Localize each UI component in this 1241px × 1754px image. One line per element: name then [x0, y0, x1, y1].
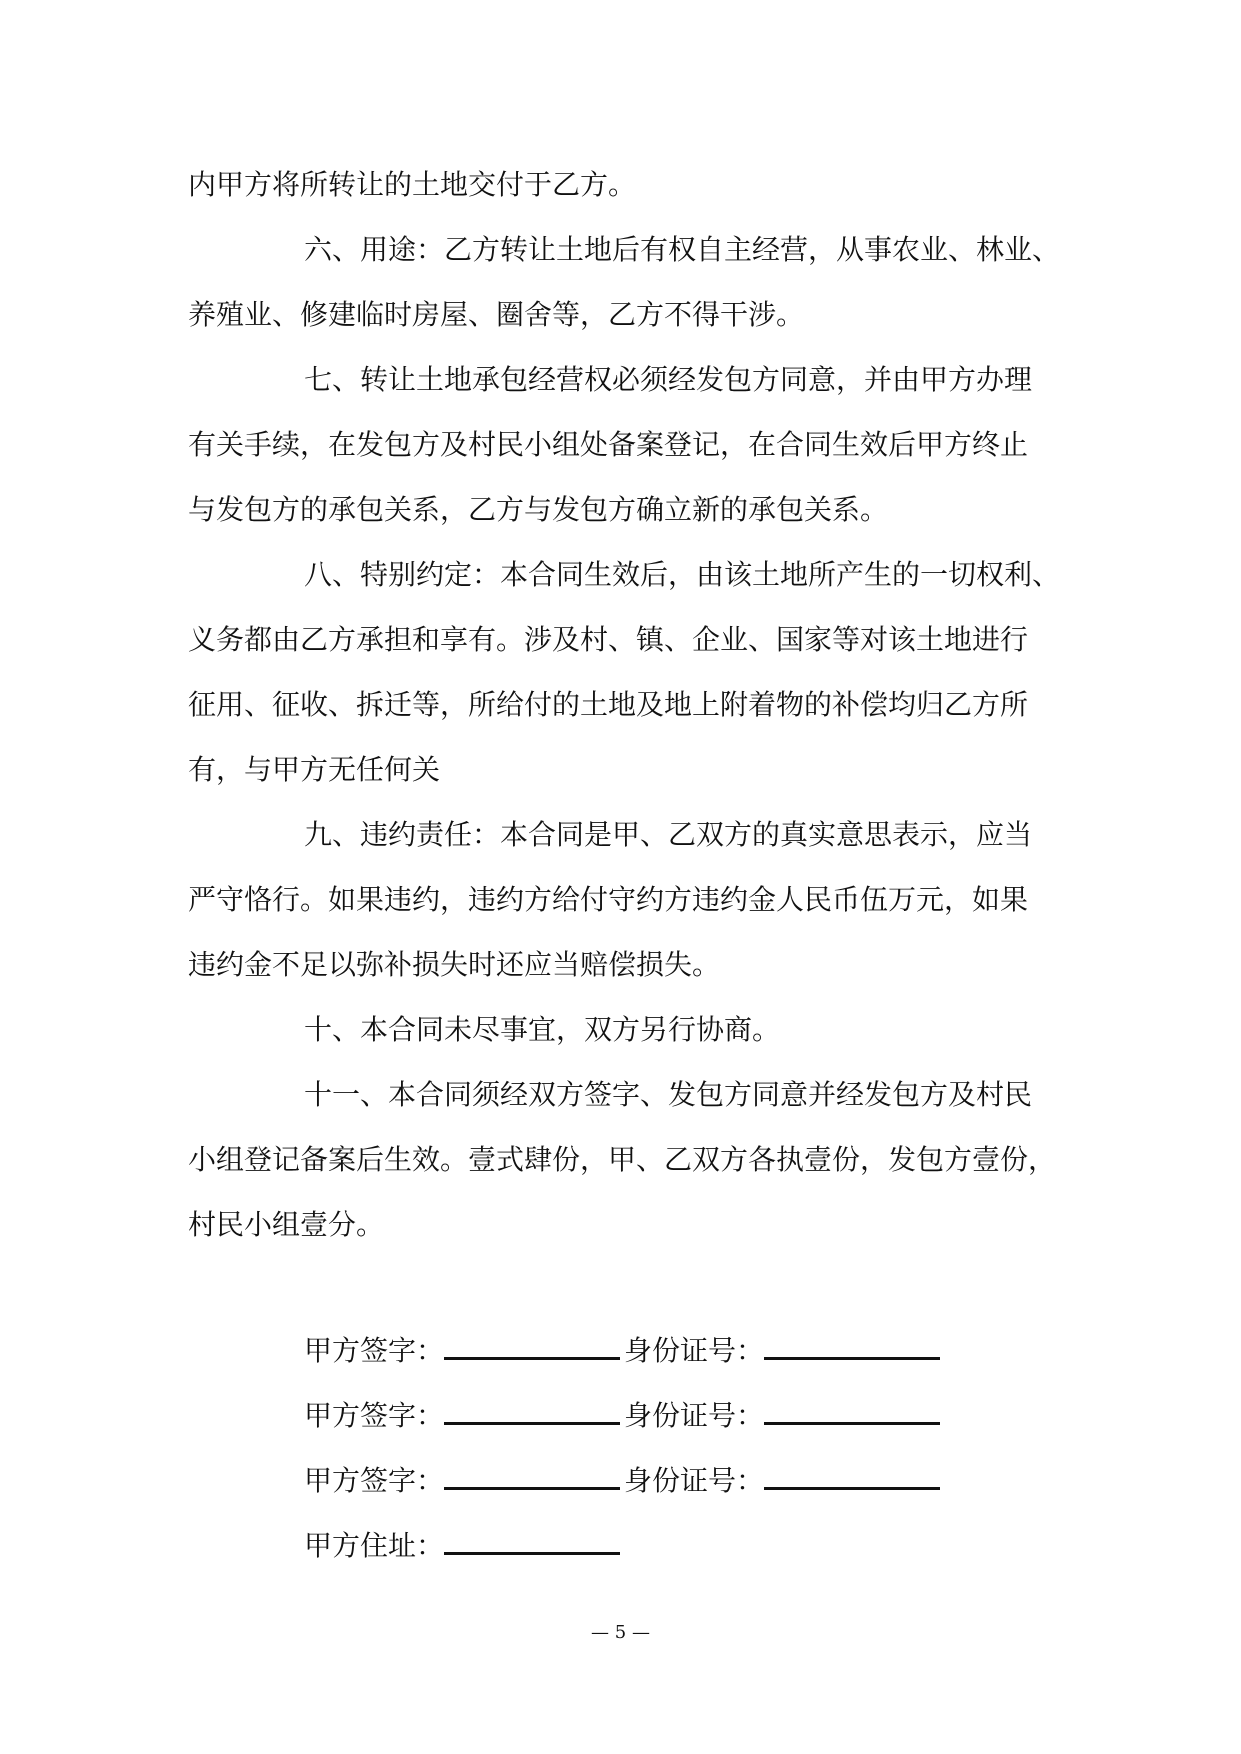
body-line: 征用、征收、拆迁等，所给付的土地及地上附着物的补偿均归乙方所 — [188, 688, 1029, 721]
body-line: 有，与甲方无任何关 — [188, 753, 441, 786]
signature-blank[interactable] — [444, 1327, 620, 1360]
signature-row — [304, 1318, 944, 1383]
body-line: 九、违约责任：本合同是甲、乙双方的真实意思表示，应当 — [304, 818, 1033, 851]
body-line: 村民小组壹分。 — [188, 1208, 385, 1241]
id-number-blank[interactable] — [764, 1327, 940, 1360]
party-a-signature-label: 甲方签字： — [304, 1334, 445, 1367]
signature-blank[interactable] — [444, 1392, 620, 1425]
body-line: 有关手续，在发包方及村民小组处备案登记，在合同生效后甲方终止 — [188, 428, 1029, 461]
signature-row — [304, 1448, 944, 1513]
body-line: 小组登记备案后生效。壹式肆份，甲、乙双方各执壹份，发包方壹份， — [188, 1143, 1057, 1176]
signature-row — [304, 1383, 944, 1448]
party-a-signature-label: 甲方签字： — [304, 1464, 445, 1497]
id-number-label: 身份证号： — [624, 1334, 765, 1367]
contract-body — [188, 152, 1068, 1257]
page-number: — 5 — — [591, 1622, 650, 1643]
body-line: 七、转让土地承包经营权必须经发包方同意，并由甲方办理 — [304, 363, 1033, 396]
id-number-label: 身份证号： — [624, 1464, 765, 1497]
body-line: 违约金不足以弥补损失时还应当赔偿损失。 — [188, 948, 721, 981]
body-line: 养殖业、修建临时房屋、圈舍等，乙方不得干涉。 — [188, 298, 805, 331]
body-line: 与发包方的承包关系，乙方与发包方确立新的承包关系。 — [188, 493, 889, 526]
body-line: 十一、本合同须经双方签字、发包方同意并经发包方及村民 — [304, 1078, 1033, 1111]
body-line: 八、特别约定：本合同生效后，由该土地所产生的一切权利、 — [304, 558, 1061, 591]
signature-blank[interactable] — [444, 1457, 620, 1490]
party-a-address-label: 甲方住址： — [304, 1529, 445, 1562]
body-line: 内甲方将所转让的土地交付于乙方。 — [188, 168, 637, 201]
body-line: 十、本合同未尽事宜，双方另行协商。 — [304, 1013, 781, 1046]
id-number-blank[interactable] — [764, 1457, 940, 1490]
body-line: 严守恪行。如果违约，违约方给付守约方违约金人民币伍万元，如果 — [188, 883, 1029, 916]
signature-block — [304, 1318, 944, 1578]
address-row — [304, 1513, 944, 1578]
id-number-label: 身份证号： — [624, 1399, 765, 1432]
body-line: 义务都由乙方承担和享有。涉及村、镇、企业、国家等对该土地进行 — [188, 623, 1029, 656]
body-line: 六、用途：乙方转让土地后有权自主经营，从事农业、林业、 — [304, 233, 1061, 266]
id-number-blank[interactable] — [764, 1392, 940, 1425]
party-a-signature-label: 甲方签字： — [304, 1399, 445, 1432]
address-blank[interactable] — [444, 1522, 620, 1555]
